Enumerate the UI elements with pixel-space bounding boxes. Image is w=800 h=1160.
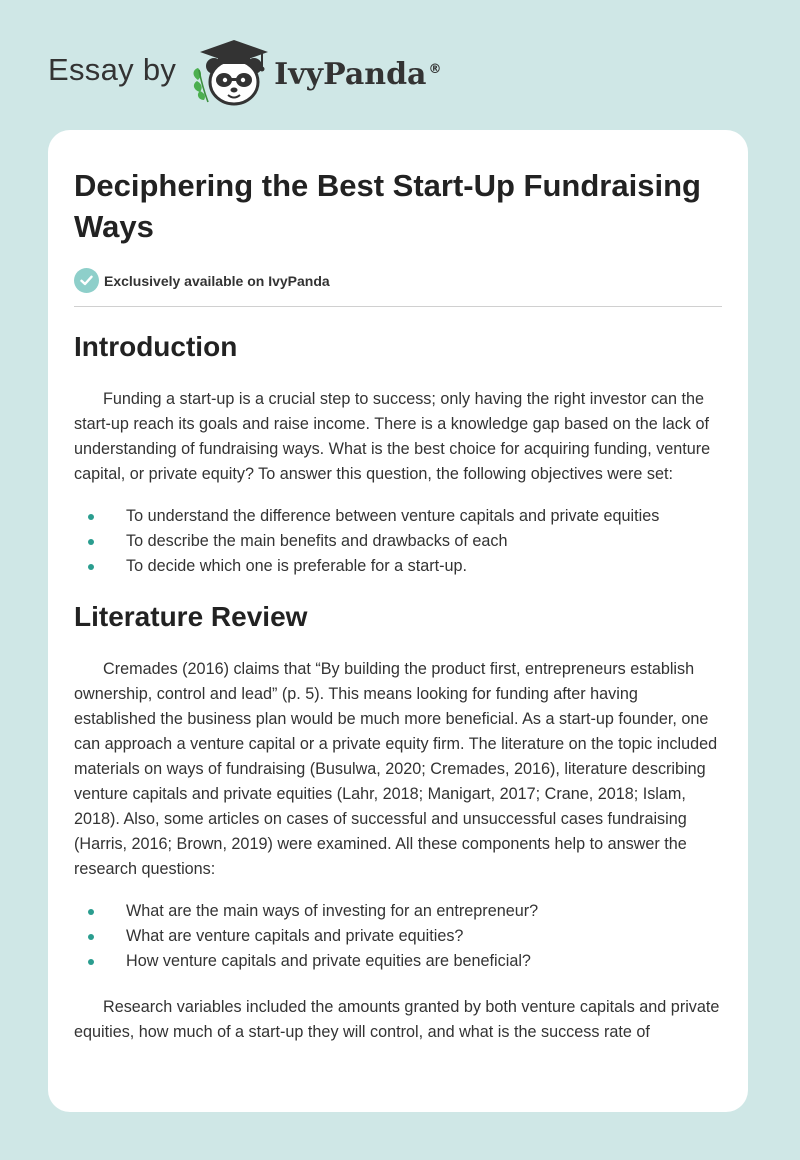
- checkmark-icon: [74, 268, 99, 293]
- panda-logo-icon: [190, 36, 270, 108]
- bullet-icon: [88, 514, 94, 520]
- literature-review-paragraph: Cremades (2016) claims that “By building the product first, entrepreneurs establish ownership, control and lead” (p. 5). This means looking for funding after having established the business plan would be much more beneficial. As a start-up founder, one can approach a venture capital or a private equity firm. The literature on the topic included materials on ways of fundraising (Busulwa, 2020; Cremades, 2016), literature describing venture capitals and private equities (Lahr, 2018; Manigart, 2017; Crane, 2018; Islam, 2018). Also, some articles on cases of successful and unsuccessful cases fundraising (Harris, 2016; Brown, 2019) were examined. All these components help to answer the research questions:: [74, 660, 718, 878]
- list-item-text: What are venture capitals and private equities?: [126, 927, 464, 945]
- brand-prefix: Essay by: [48, 52, 177, 87]
- section-heading-introduction: Introduction: [74, 331, 238, 362]
- section-heading-literature-review: Literature Review: [74, 601, 308, 632]
- list-item-text: To describe the main benefits and drawbacks of each: [126, 532, 508, 550]
- list-item-text: How venture capitals and private equities are beneficial?: [126, 952, 531, 970]
- bullet-icon: [88, 909, 94, 915]
- title-divider: [74, 306, 722, 307]
- list-item: [74, 504, 722, 529]
- list-item: [74, 924, 722, 949]
- list-item: [74, 949, 722, 974]
- bullet-icon: [88, 539, 94, 545]
- brand-name: [274, 57, 441, 92]
- list-item: [74, 554, 722, 579]
- research-questions-list: [74, 899, 722, 974]
- brand-name-text: IvyPanda: [274, 56, 427, 92]
- list-item: [74, 899, 722, 924]
- bullet-icon: [88, 934, 94, 940]
- essay-card: [48, 130, 748, 1112]
- list-item: [74, 529, 722, 554]
- registered-mark: ®: [428, 61, 442, 77]
- research-variables-paragraph: Research variables included the amounts granted by both venture capitals and private equities, how much of a start-up they will control, and what is the success rate of: [74, 998, 720, 1041]
- introduction-paragraph: Funding a start-up is a crucial step to success; only having the right investor can the start-up reach its goals and raise income. There is a knowledge gap based on the lack of understanding of fundraising ways. What is the best choice for acquiring funding, venture capital, or private equity? To answer this question, the following objectives were set:: [74, 390, 711, 483]
- exclusive-badge: [74, 268, 722, 293]
- brand-header[interactable]: [48, 36, 442, 108]
- list-item-text: What are the main ways of investing for an entrepreneur?: [126, 902, 539, 920]
- page-title: Deciphering the Best Start-Up Fundraising Ways: [74, 168, 701, 244]
- list-item-text: To decide which one is preferable for a start-up.: [126, 557, 468, 575]
- bullet-icon: [88, 564, 94, 570]
- objectives-list: [74, 504, 722, 579]
- bullet-icon: [88, 959, 94, 965]
- exclusive-badge-text: Exclusively available on IvyPanda: [104, 272, 330, 289]
- list-item-text: To understand the difference between venture capitals and private equities: [126, 507, 660, 525]
